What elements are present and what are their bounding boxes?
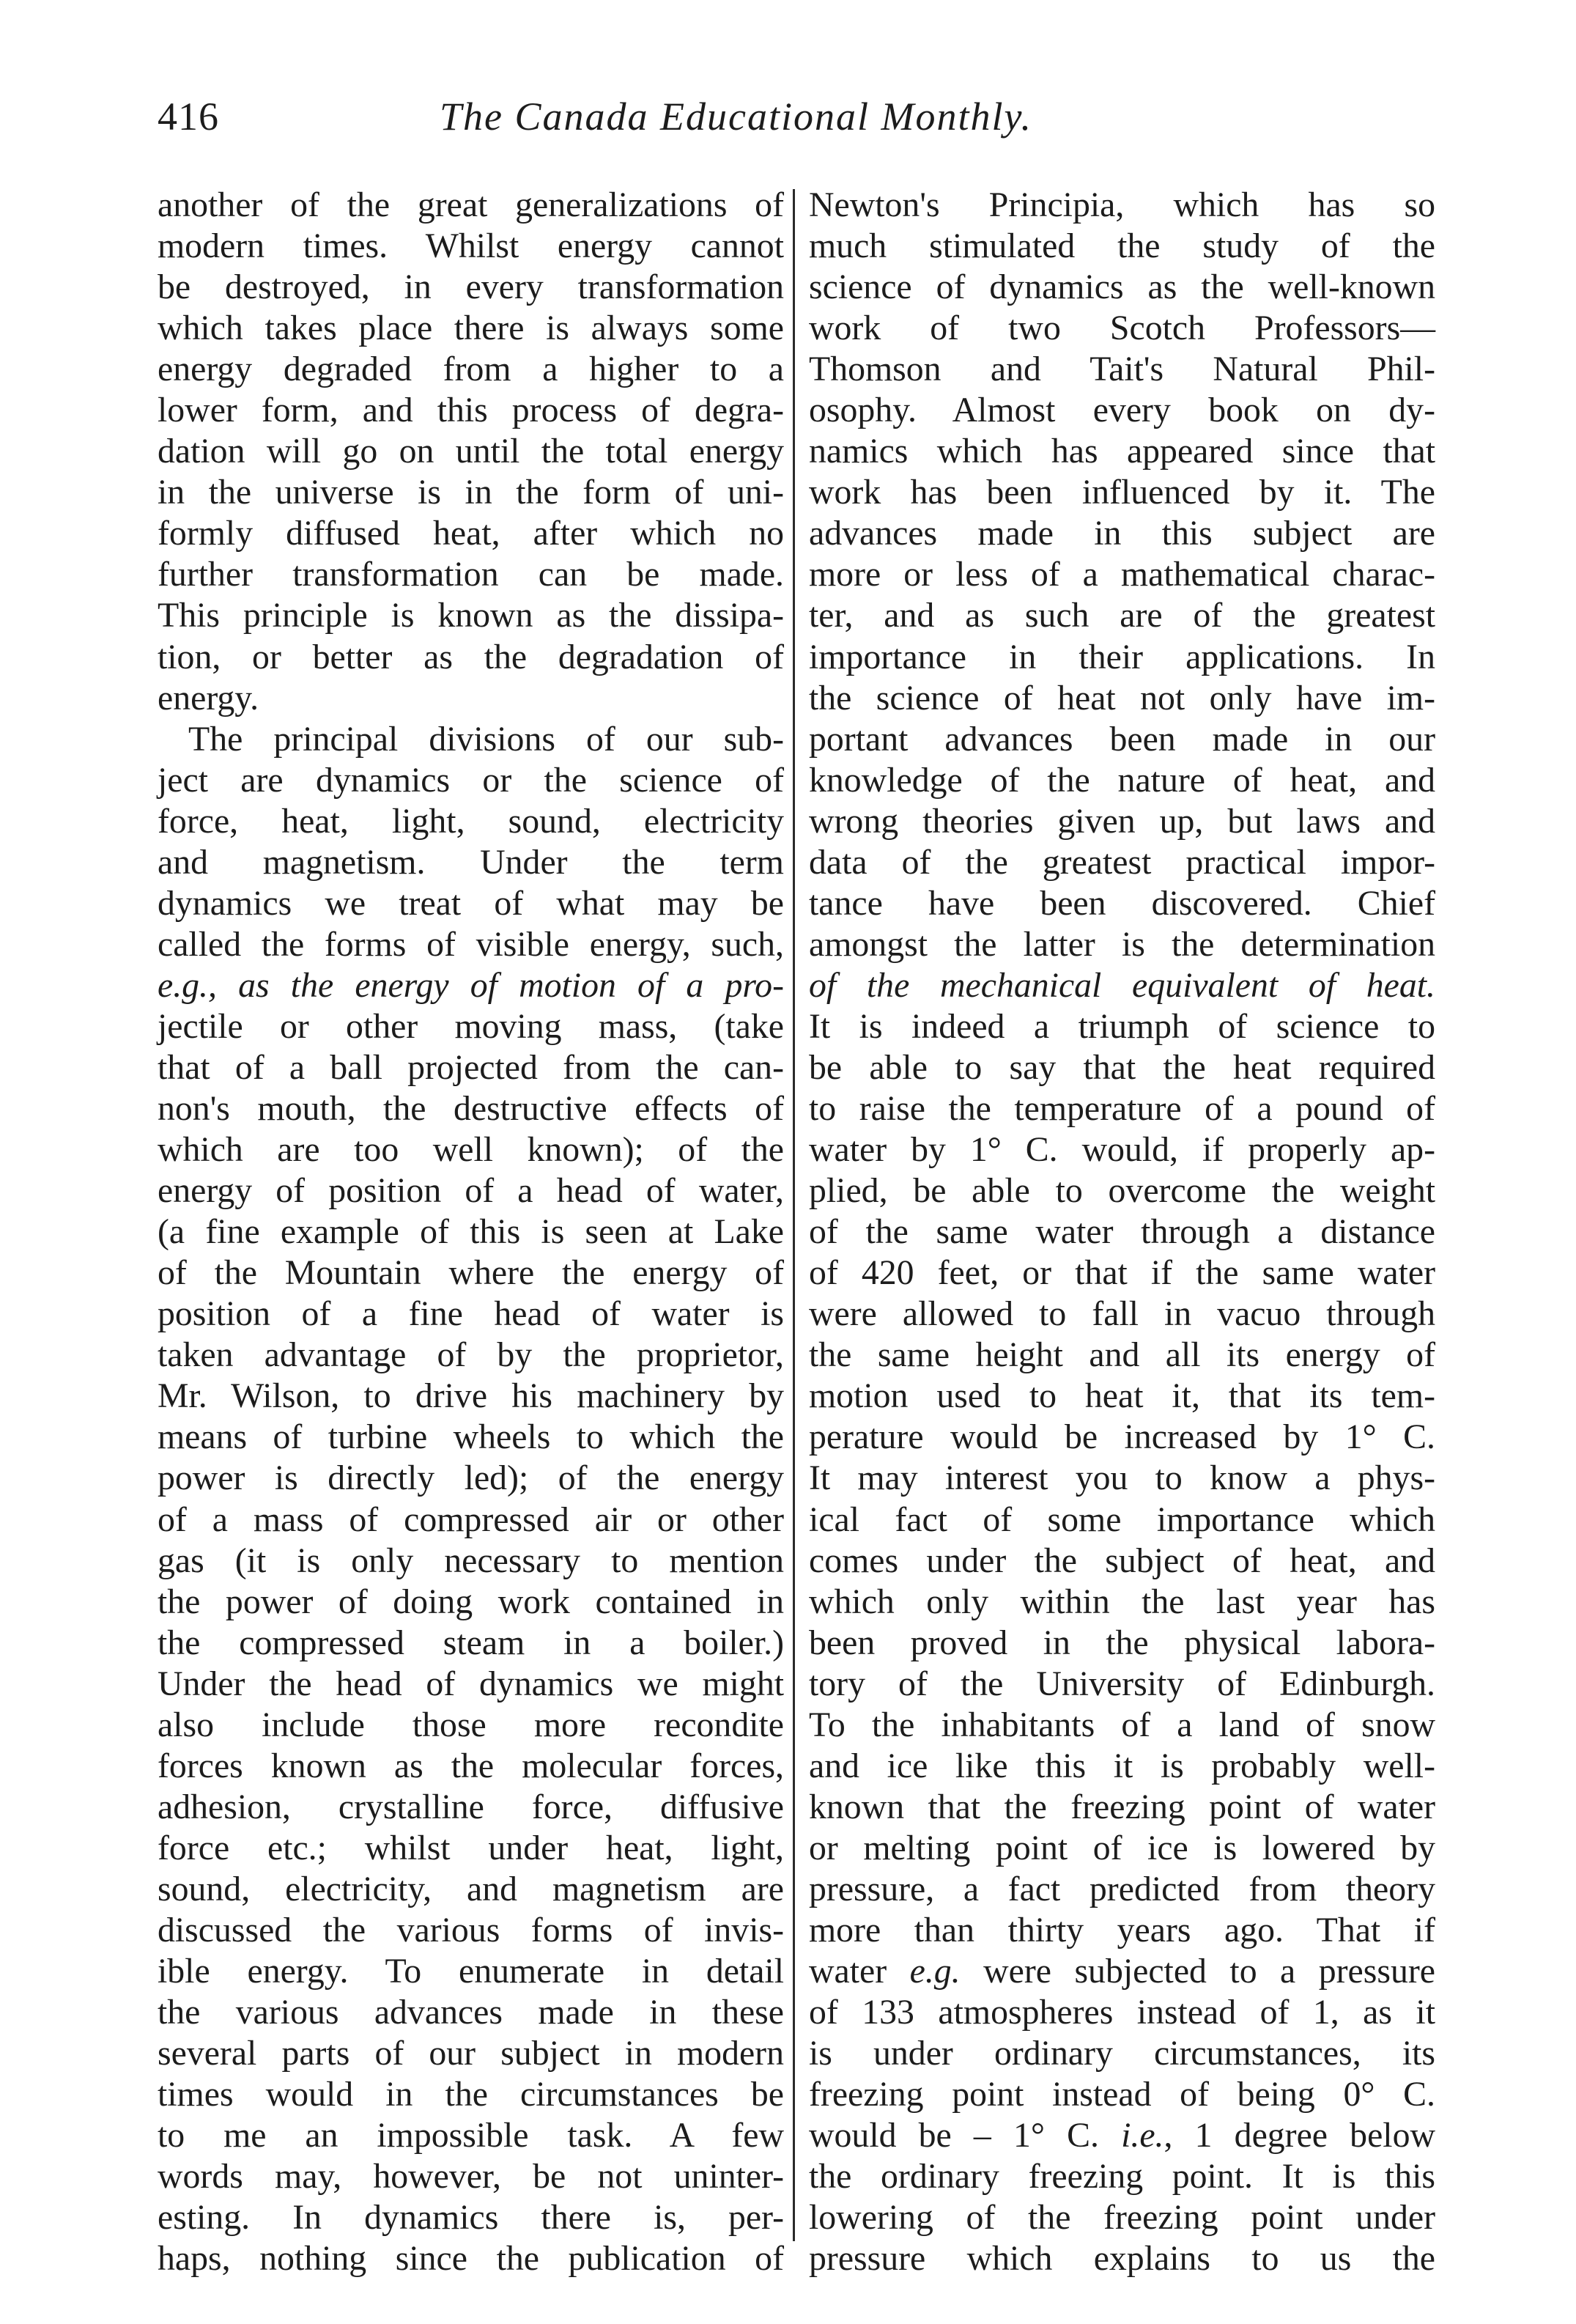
text-line: portant advances been made in our xyxy=(809,719,1435,759)
text-line: energy degraded from a higher to a xyxy=(158,350,784,389)
text-line: It is indeed a triumph of science to xyxy=(809,1006,1435,1046)
text-line: Mr. Wilson, to drive his machinery by xyxy=(158,1376,784,1416)
text-line: Thomson and Tait's Natural Phil- xyxy=(809,350,1435,389)
text-line: which are too well known); of the xyxy=(158,1130,784,1170)
text-line: non's mouth, the destructive effects of xyxy=(158,1089,784,1129)
text-line: perature would be increased by 1° C. xyxy=(809,1417,1435,1457)
text-line: (a fine example of this is seen at Lake xyxy=(158,1212,784,1252)
text-line: sound, electricity, and magnetism are xyxy=(158,1869,784,1908)
text-line: to me an impossible task. A few xyxy=(158,2116,784,2155)
text-line: force, heat, light, sound, electricity xyxy=(158,801,784,841)
text-line: the power of doing work contained in xyxy=(158,1582,784,1621)
text-line: the same height and all its energy of xyxy=(809,1335,1435,1375)
text-line: the ordinary freezing point. It is this xyxy=(809,2157,1435,2196)
text-line: of a mass of compressed air or other xyxy=(158,1499,784,1539)
text-line: ject are dynamics or the science of xyxy=(158,760,784,800)
text-line: To the inhabitants of a land of snow xyxy=(809,1705,1435,1744)
text-line: means of turbine wheels to which the xyxy=(158,1417,784,1457)
text-line: which only within the last year has xyxy=(809,1582,1435,1621)
text-line: to raise the temperature of a pound of xyxy=(809,1089,1435,1129)
text-line: ical fact of some importance which xyxy=(809,1499,1435,1539)
text-line: also include those more recondite xyxy=(158,1705,784,1744)
text-line: several parts of our subject in modern xyxy=(158,2034,784,2073)
text-line: of the Mountain where the energy of xyxy=(158,1253,784,1293)
text-line: be destroyed, in every transformation xyxy=(158,268,784,307)
text-line: It may interest you to know a phys- xyxy=(809,1458,1435,1498)
text-line: The principal divisions of our sub- xyxy=(188,719,784,759)
text-line: jectile or other moving mass, (take xyxy=(158,1006,784,1046)
text-line: the science of heat not only have im- xyxy=(809,678,1435,718)
text-line: e.g., as the energy of motion of a pro- xyxy=(158,965,784,1005)
text-line: energy of position of a head of water, xyxy=(158,1171,784,1211)
text-line: discussed the various forms of invis- xyxy=(158,1910,784,1949)
text-line: much stimulated the study of the xyxy=(809,226,1435,266)
text-line: work has been influenced by it. The xyxy=(809,473,1435,512)
text-line: importance in their applications. In xyxy=(809,637,1435,676)
text-line: ter, and as such are of the greatest xyxy=(809,596,1435,635)
text-line: data of the greatest practical impor- xyxy=(809,842,1435,882)
text-line: gas (it is only necessary to mention xyxy=(158,1541,784,1580)
text-line: the various advances made in these xyxy=(158,1993,784,2032)
text-line: would be – 1° C. i.e., 1 degree below xyxy=(809,2116,1435,2155)
text-line: be able to say that the heat required xyxy=(809,1047,1435,1087)
text-line: ible energy. To enumerate in detail xyxy=(158,1952,784,1991)
text-line: adhesion, crystalline force, diffusive xyxy=(158,1787,784,1826)
text-line: further transformation can be made. xyxy=(158,555,784,594)
text-line: and ice like this it is probably well- xyxy=(809,1746,1435,1785)
text-line: science of dynamics as the well-known xyxy=(809,268,1435,307)
text-line: words may, however, be not uninter- xyxy=(158,2157,784,2196)
text-line: times would in the circumstances be xyxy=(158,2075,784,2114)
text-line: haps, nothing since the publication of xyxy=(158,2239,784,2279)
text-line: tory of the University of Edinburgh. xyxy=(809,1664,1435,1703)
column-divider xyxy=(793,189,795,2241)
text-line: dation will go on until the total energy xyxy=(158,432,784,471)
text-line: in the universe is in the form of uni- xyxy=(158,473,784,512)
text-line: tion, or better as the degradation of xyxy=(158,637,784,676)
text-line: of 420 feet, or that if the same water xyxy=(809,1253,1435,1293)
running-title: The Canada Educational Monthly. xyxy=(440,95,1032,139)
text-line: esting. In dynamics there is, per- xyxy=(158,2198,784,2238)
text-line: force etc.; whilst under heat, light, xyxy=(158,1828,784,1867)
text-line: Under the head of dynamics we might xyxy=(158,1664,784,1703)
text-line: taken advantage of by the proprietor, xyxy=(158,1335,784,1375)
text-line: pressure which explains to us the xyxy=(809,2239,1435,2279)
text-line: wrong theories given up, but laws and xyxy=(809,801,1435,841)
text-line: of the mechanical equivalent of heat. xyxy=(809,965,1435,1005)
text-line: motion used to heat it, that its tem- xyxy=(809,1376,1435,1416)
text-line: amongst the latter is the determination xyxy=(809,924,1435,964)
text-line: tance have been discovered. Chief xyxy=(809,883,1435,923)
text-line: or melting point of ice is lowered by xyxy=(809,1828,1435,1867)
text-line: of the same water through a distance xyxy=(809,1212,1435,1252)
text-line: called the forms of visible energy, such, xyxy=(158,924,784,964)
page-number: 416 xyxy=(158,95,219,139)
text-line: power is directly led); of the energy xyxy=(158,1458,784,1498)
text-line: been proved in the physical labora- xyxy=(809,1623,1435,1662)
text-line: Newton's Principia, which has so xyxy=(809,185,1435,224)
text-line: is under ordinary circumstances, its xyxy=(809,2034,1435,2073)
text-line: of 133 atmospheres instead of 1, as it xyxy=(809,1993,1435,2032)
text-line: known that the freezing point of water xyxy=(809,1787,1435,1826)
text-line: namics which has appeared since that xyxy=(809,432,1435,471)
text-line: more than thirty years ago. That if xyxy=(809,1910,1435,1949)
text-line: lower form, and this process of degra- xyxy=(158,391,784,430)
text-line: energy. xyxy=(158,678,259,718)
text-line: another of the great generalizations of xyxy=(158,185,784,224)
text-line: work of two Scotch Professors— xyxy=(809,309,1435,348)
text-line: modern times. Whilst energy cannot xyxy=(158,226,784,266)
text-line: position of a fine head of water is xyxy=(158,1294,784,1334)
text-line: freezing point instead of being 0° C. xyxy=(809,2075,1435,2114)
text-line: were allowed to fall in vacuo through xyxy=(809,1294,1435,1334)
text-line: water by 1° C. would, if properly ap- xyxy=(809,1130,1435,1170)
text-line: which takes place there is always some xyxy=(158,309,784,348)
text-line: dynamics we treat of what may be xyxy=(158,883,784,923)
text-line: water e.g. were subjected to a pressure xyxy=(809,1952,1436,1991)
page-header xyxy=(158,94,1418,167)
text-line: the compressed steam in a boiler.) xyxy=(158,1623,784,1662)
text-line: and magnetism. Under the term xyxy=(158,842,784,882)
text-line: This principle is known as the dissipa- xyxy=(158,596,784,635)
text-line: plied, be able to overcome the weight xyxy=(809,1171,1435,1211)
text-line: comes under the subject of heat, and xyxy=(809,1541,1435,1580)
left-text-column xyxy=(158,185,784,2279)
text-line: more or less of a mathematical charac- xyxy=(809,555,1435,594)
text-line: advances made in this subject are xyxy=(809,514,1435,553)
text-line: forces known as the molecular forces, xyxy=(158,1746,784,1785)
right-text-column xyxy=(809,185,1436,2279)
text-line: that of a ball projected from the can- xyxy=(158,1047,784,1087)
text-line: lowering of the freezing point under xyxy=(809,2198,1435,2238)
text-line: osophy. Almost every book on dy- xyxy=(809,391,1435,430)
text-line: knowledge of the nature of heat, and xyxy=(809,760,1435,800)
text-line: formly diffused heat, after which no xyxy=(158,514,784,553)
text-line: pressure, a fact predicted from theory xyxy=(809,1869,1435,1908)
